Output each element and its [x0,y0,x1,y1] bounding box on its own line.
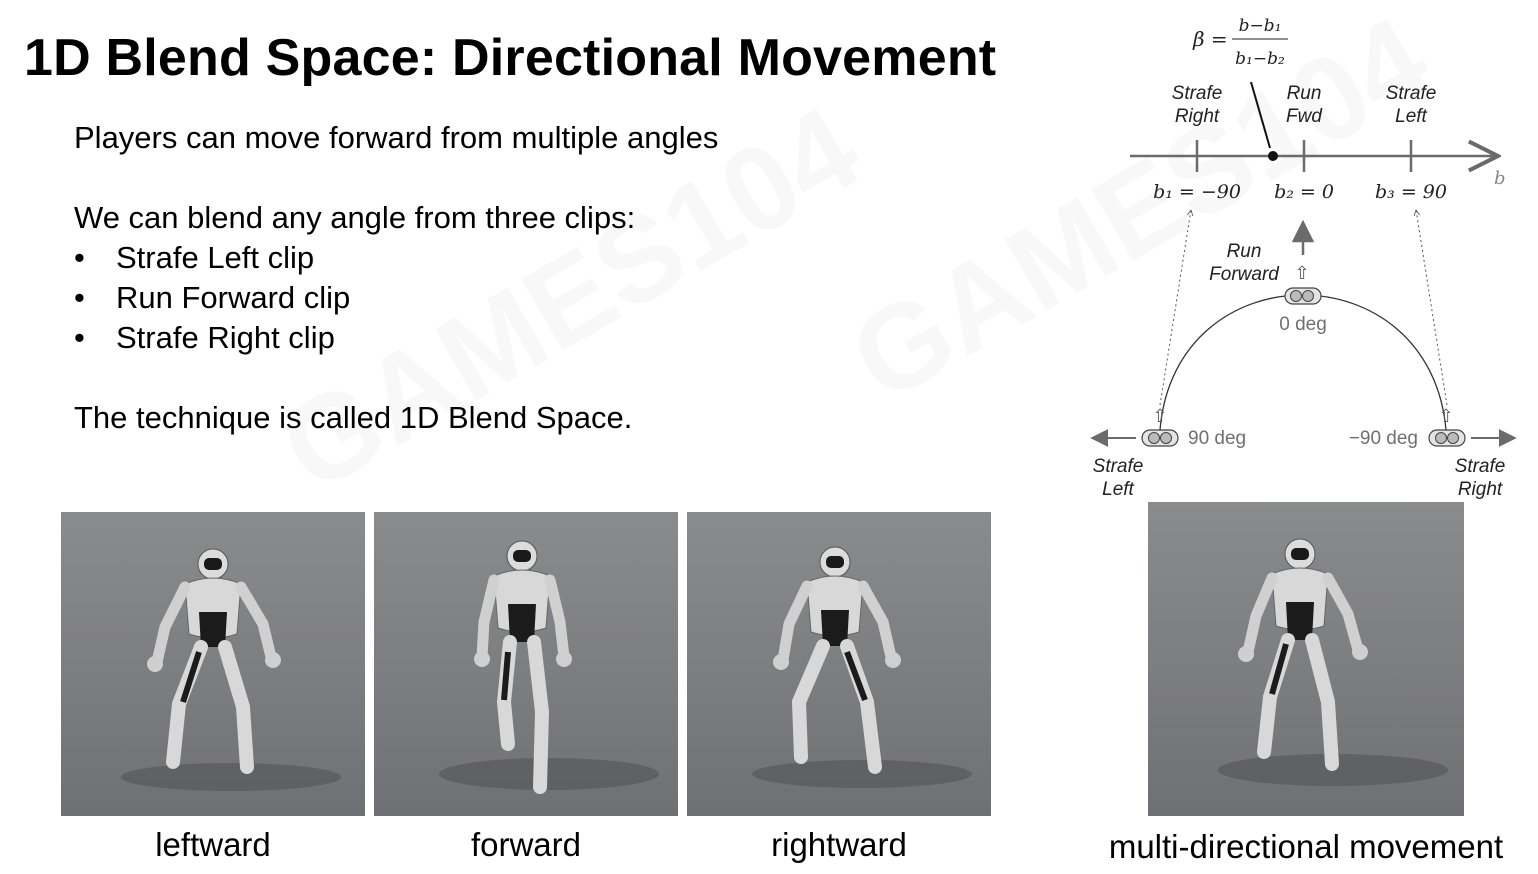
robot-run-forward-image [374,512,678,816]
formula-numerator: b−b₁ [1238,16,1282,36]
strafe-right-label-1: Strafe [1454,456,1506,477]
clip-list [74,238,718,358]
axis-label-strafe-left-1: Strafe [1385,83,1437,104]
blend-intro-text: We can blend any angle from three clips: [74,200,636,235]
robot-strafe-right-image [687,512,991,816]
slide-title: 1D Blend Space: Directional Movement [24,29,997,87]
strafe-left-label-2: Left [1102,479,1134,500]
up-arrow-icon: ⇧ [1294,263,1310,283]
axis-variable: b [1494,168,1506,189]
run-forward-label-1: Run [1226,241,1262,262]
up-arrow-icon: ⇧ [1152,406,1168,426]
strafe-right-node [1429,430,1465,446]
photo-caption: rightward [771,826,907,863]
photo-caption: forward [470,826,582,863]
axis-label-strafe-right-2: Right [1174,106,1220,127]
axis-value-b3: b₃ = 90 [1375,181,1447,203]
robot-blended-image [1148,502,1464,816]
robot-strafe-left-image [61,512,365,816]
axis-label-strafe-left-2: Left [1395,106,1427,127]
intro-text: Players can move forward from multiple angles [74,120,719,155]
formula-denominator: b₁−b₂ [1235,49,1285,69]
up-arrow-icon: ⇧ [1438,406,1454,426]
axis-value-b2: b₂ = 0 [1274,181,1334,203]
strafe-left-node [1142,430,1178,446]
axis-value-b1: b₁ = −90 [1153,181,1241,203]
photo-caption: leftward [155,826,271,863]
run-forward-label-2: Forward [1209,264,1279,285]
axis-label-run-fwd-2: Fwd [1286,106,1322,127]
axis-label-run-fwd-1: Run [1286,83,1322,104]
strafe-right-label-2: Right [1457,479,1503,500]
blend-space-diagram [1080,0,1530,500]
list-item: • Strafe Right clip [74,318,718,358]
blend-pointer [1251,82,1270,148]
mapping-arrow-right [1416,210,1447,405]
blend-formula [1192,16,1288,69]
strafe-left-label-1: Strafe [1092,456,1144,477]
formula-lhs: β = [1193,27,1228,51]
slide-body [74,118,718,438]
list-item: • Run Forward clip [74,278,718,318]
blend-point [1268,151,1278,161]
axis-label-strafe-right-1: Strafe [1171,83,1223,104]
mapping-arrow-left [1160,210,1191,405]
list-item: • Strafe Left clip [74,238,718,278]
photo-caption: multi-directional movement [1108,828,1504,865]
strafe-right-deg: −90 deg [1348,428,1418,449]
run-forward-node [1285,288,1321,304]
strafe-left-deg: 90 deg [1188,428,1247,449]
run-forward-deg: 0 deg [1279,314,1327,335]
conclusion-text: The technique is called 1D Blend Space. [74,400,633,435]
